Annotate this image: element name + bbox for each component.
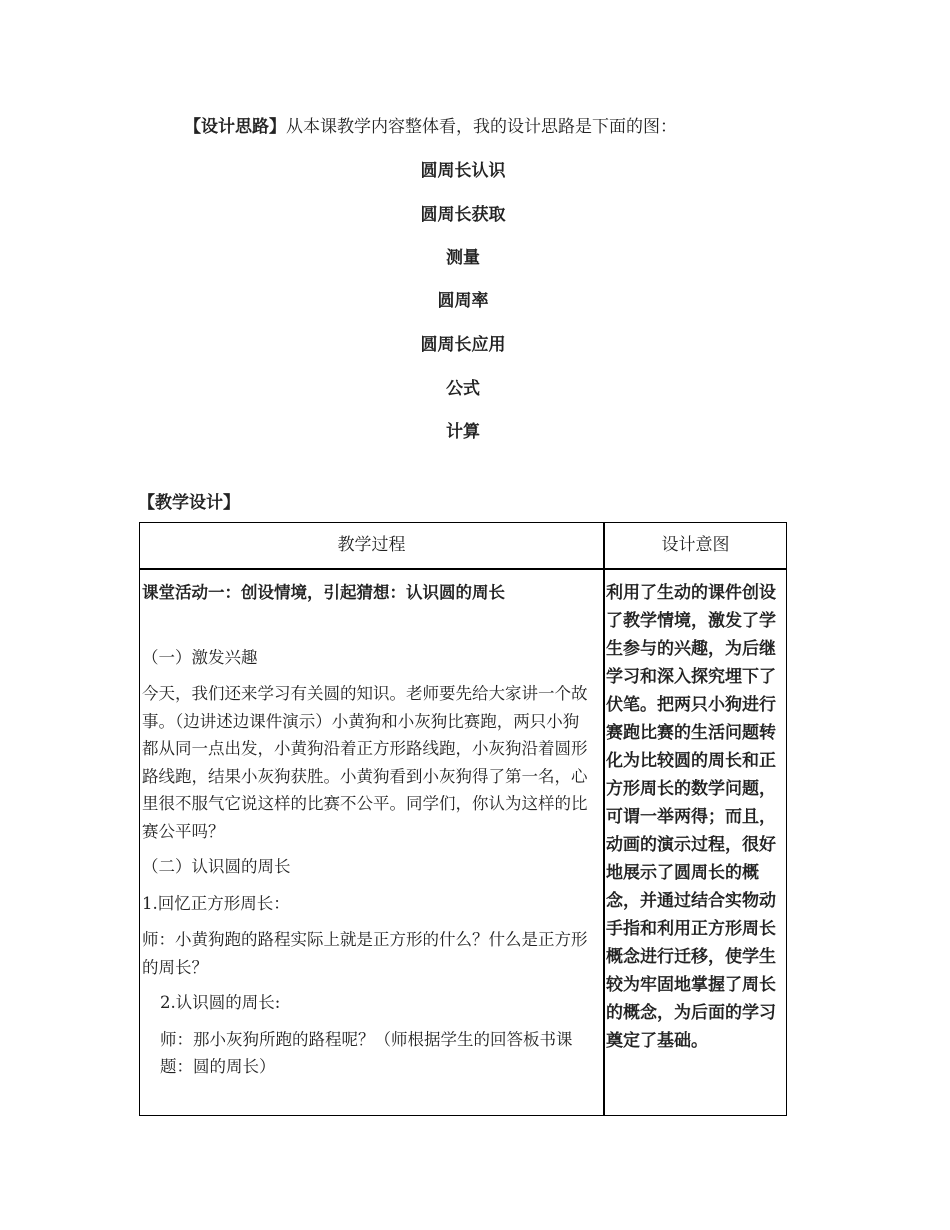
teaching-design-title: 【教学设计】 — [138, 493, 240, 513]
flow-step-perimeter-recognition: 圆周长认识 — [420, 161, 506, 181]
flow-step-formula: 公式 — [446, 379, 480, 399]
flow-step-perimeter-acquisition: 圆周长获取 — [420, 205, 506, 225]
story-paragraph: 今天，我们还来学习有关圆的知识。老师要先给大家讲一个故事。（边讲述边课件演示）小黄狗和小灰狗比赛跑，两只小狗都从同一点出发，小黄狗沿着正方形路线跑，小灰狗沿着圆形路线跑，结果小灰狗获胜。小黄狗看到小灰狗得了第一名，心里很不服气它说这样的比赛不公平。同学们，你认为这样的比赛公平吗？ — [142, 684, 588, 841]
subsection-stimulate-interest: （一）激发兴趣 — [142, 647, 258, 667]
teaching-process-cell — [142, 579, 594, 1089]
item-know-circle-perimeter: 2.认识圆的周长: — [160, 993, 281, 1012]
item-recall-square-perimeter: 1.回忆正方形周长： — [142, 893, 290, 913]
flow-step-measurement: 测量 — [446, 248, 480, 268]
flow-step-calculation: 计算 — [446, 422, 480, 442]
table-header-divider — [140, 568, 786, 570]
design-idea-label: 【设计思路】 — [184, 117, 286, 137]
design-idea-text: 从本课教学内容整体看，我的设计思路是下面的图： — [286, 117, 677, 137]
header-design-intent: 设计意图 — [661, 535, 730, 555]
design-idea-intro — [184, 116, 677, 138]
item-recall-square-text: 师：小黄狗跑的路程实际上就是正方形的什么？什么是正方形的周长？ — [142, 930, 588, 977]
item-know-circle-text: 师：那小灰狗所跑的路程呢？（师根据学生的回答板书课题：圆的周长） — [160, 1029, 573, 1076]
activity-title: 课堂活动一：创设情境，引起猜想：认识圆的周长 — [142, 583, 505, 602]
header-teaching-process: 教学过程 — [337, 535, 406, 555]
design-intent-cell: 利用了生动的课件创设了教学情境，激发了学生参与的兴趣，为后继学习和深入探究埋下了伏笔。把两只小狗进行赛跑比赛的生活问题转化为比较圆的周长和正方形周长的数学问题，可谓一举两得；而且，动画的演示过程，很好地展示了圆周长的概念，并通过结合实物动手指和利用正方形周长概念进行迁移，使学生较为牢固地掌握了周长的概念，为后面的学习奠定了基础。 — [606, 583, 776, 1051]
teaching-design-table — [139, 522, 787, 1116]
flow-step-pi: 圆周率 — [437, 291, 489, 311]
subsection-know-circle-perimeter: （二）认识圆的周长 — [142, 857, 291, 876]
flow-step-perimeter-application: 圆周长应用 — [420, 335, 506, 355]
table-column-divider — [603, 523, 605, 1115]
